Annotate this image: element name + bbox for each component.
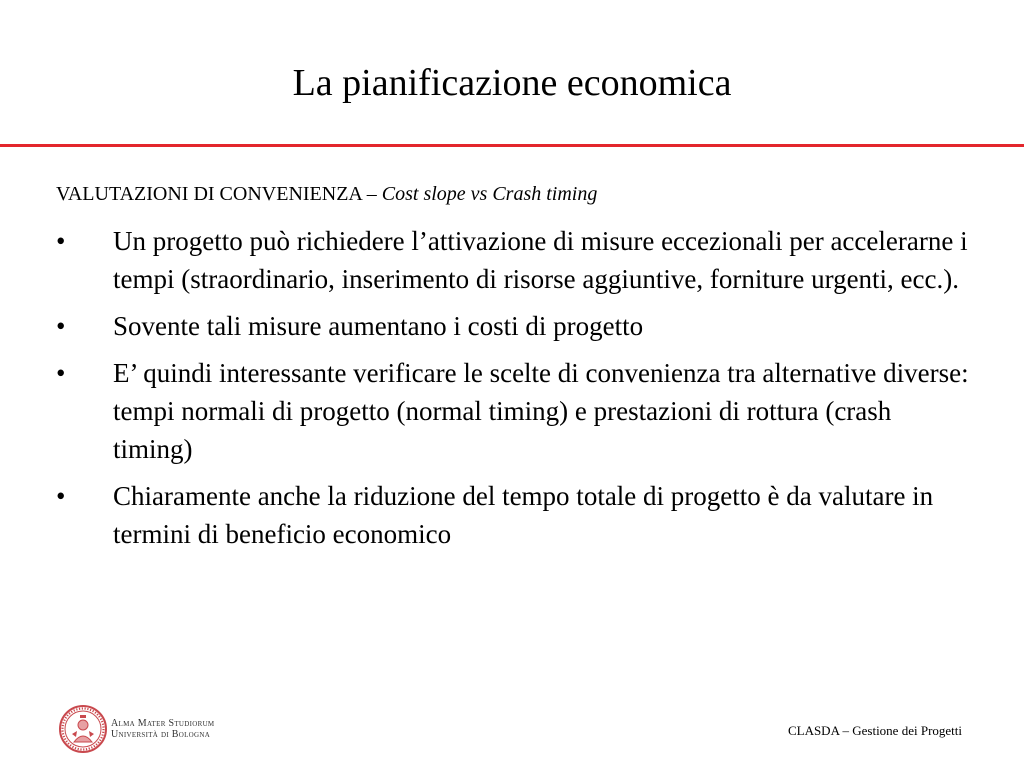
bullet-list <box>56 222 976 562</box>
logo-line-1: Alma Mater Studiorum <box>111 718 215 729</box>
title-divider <box>0 144 1024 147</box>
bullet-item <box>56 222 976 298</box>
logo-wordmark <box>111 718 214 740</box>
university-logo <box>58 704 214 754</box>
bullet-text: Sovente tali misure aumentano i costi di progetto <box>113 311 644 341</box>
footer-course-label: CLASDA – Gestione dei Progetti <box>787 723 962 738</box>
university-seal-icon <box>58 704 108 754</box>
section-subtitle <box>56 180 597 208</box>
subtitle-emphasis: Cost slope vs Crash timing <box>381 183 598 205</box>
bullet-icon: • <box>56 311 66 341</box>
bullet-icon: • <box>56 358 66 388</box>
bullet-item <box>56 307 976 345</box>
bullet-text: Un progetto può richiedere l’attivazione di misure eccezionali per accelerarne i tempi (straordinario, inserimento di risorse aggiuntive, forniture urgenti, ecc.). <box>113 226 968 294</box>
bullet-item <box>56 354 976 468</box>
bullet-icon: • <box>56 226 66 256</box>
subtitle-prefix: VALUTAZIONI DI CONVENIENZA – <box>56 183 382 205</box>
bullet-item <box>56 477 976 553</box>
slide-title: La pianificazione economica <box>292 62 732 104</box>
bullet-icon: • <box>56 481 66 511</box>
logo-line-2: Università di Bologna <box>111 729 211 740</box>
bullet-text: E’ quindi interessante verificare le scelte di convenienza tra alternative diverse: tempi normali di progetto (normal timing) e prestazioni di rottura (crash timing) <box>113 358 969 464</box>
bullet-text: Chiaramente anche la riduzione del tempo totale di progetto è da valutare in termini di beneficio economico <box>113 481 934 549</box>
